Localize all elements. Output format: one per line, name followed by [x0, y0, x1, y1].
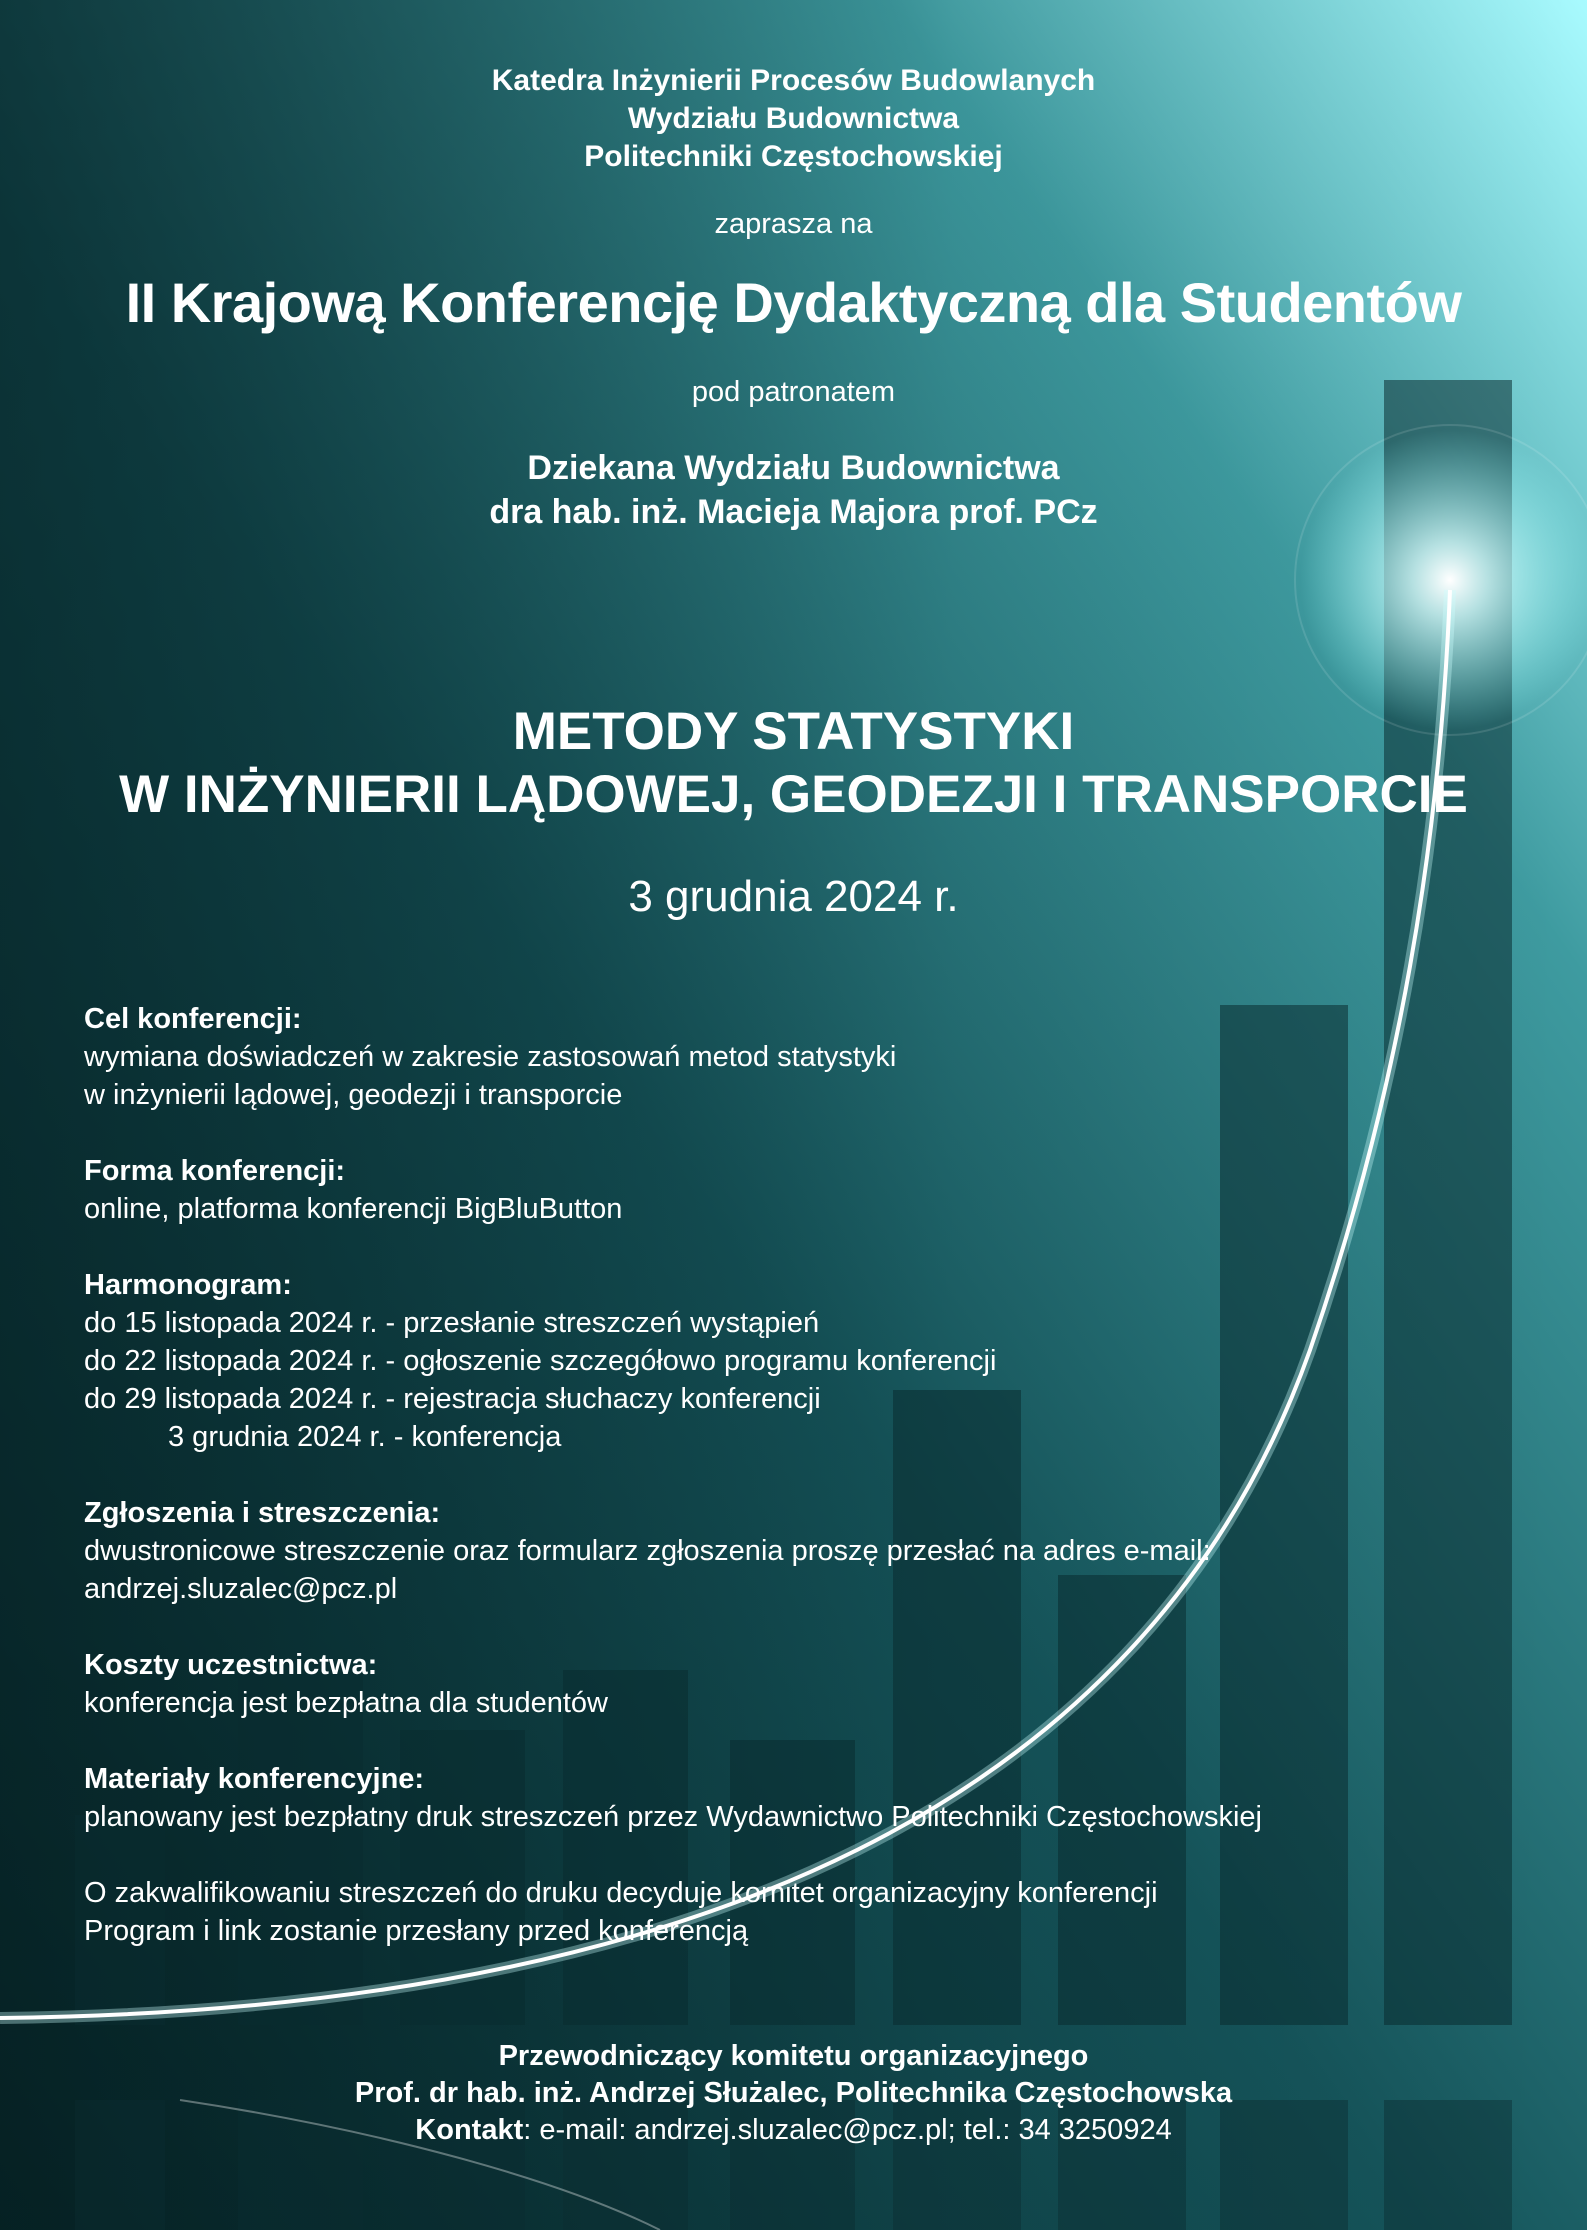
- organizer-line-2: Wydziału Budownictwa: [627, 102, 960, 135]
- notes-line-2: Program i link zostanie przesłany przed konferencją: [84, 1915, 749, 1947]
- contact-label: Kontakt: [415, 2114, 524, 2146]
- footer-line-1: Przewodniczący komitetu organizacyjnego: [498, 2040, 1089, 2072]
- section-submissions: [84, 1494, 1464, 1608]
- notes-line-1: O zakwalifikowaniu streszczeń do druku decyduje komitet organizacyjny konferencji: [84, 1877, 1158, 1909]
- conference-date: 3 grudnia 2024 r.: [628, 872, 959, 921]
- section-materials-line-1: planowany jest bezpłatny druk streszczeń przez Wydawnictwo Politechniki Częstochowskiej: [84, 1801, 1262, 1833]
- section-goal-line-1: wymiana doświadczeń w zakresie zastosowań metod statystyki: [84, 1041, 897, 1073]
- section-form-heading: Forma konferencji:: [84, 1155, 346, 1187]
- topic-title: [0, 700, 1587, 826]
- patronage-text: pod patronatem: [691, 376, 896, 408]
- topic-line-1: METODY STATYSTYKI: [512, 702, 1075, 761]
- section-schedule-heading: Harmonogram:: [84, 1269, 292, 1301]
- organizer-line-3: Politechniki Częstochowskiej: [584, 140, 1003, 173]
- dean-line-1: Dziekana Wydziału Budownictwa: [527, 449, 1060, 487]
- section-costs: [84, 1646, 1464, 1722]
- schedule-line-2: do 22 listopada 2024 r. - ogłoszenie szczegółowo programu konferencji: [84, 1345, 997, 1377]
- footer: [0, 2038, 1587, 2149]
- section-schedule: [84, 1266, 1464, 1456]
- section-form: [84, 1152, 1464, 1228]
- section-costs-heading: Koszty uczestnictwa:: [84, 1649, 378, 1681]
- section-goal: [84, 1000, 1464, 1114]
- invite-text: zaprasza na: [714, 208, 873, 240]
- schedule-line-1: do 15 listopada 2024 r. - przesłanie streszczeń wystąpień: [84, 1307, 820, 1339]
- submission-email[interactable]: andrzej.sluzalec@pcz.pl: [84, 1573, 398, 1605]
- schedule-line-3: do 29 listopada 2024 r. - rejestracja słuchaczy konferencji: [84, 1383, 821, 1415]
- contact-details[interactable]: : e-mail: andrzej.sluzalec@pcz.pl; tel.: 34 3250924: [523, 2114, 1172, 2146]
- section-goal-line-2: w inżynierii lądowej, geodezji i transporcie: [84, 1079, 623, 1111]
- schedule-line-4: 3 grudnia 2024 r. - konferencja: [168, 1421, 562, 1453]
- conference-title: II Krajową Konferencję Dydaktyczną dla Studentów: [125, 271, 1462, 334]
- section-submissions-line-1: dwustronicowe streszczenie oraz formularz zgłoszenia proszę przesłać na adres e-mail:: [84, 1535, 1211, 1567]
- dean-block: [0, 446, 1587, 534]
- section-costs-line-1: konferencja jest bezpłatna dla studentów: [84, 1687, 608, 1719]
- footer-line-2: Prof. dr hab. inż. Andrzej Służalec, Politechnika Częstochowska: [354, 2077, 1233, 2109]
- footer-contact: [0, 2112, 1587, 2149]
- dean-line-2: dra hab. inż. Macieja Majora prof. PCz: [489, 493, 1098, 531]
- section-form-line-1: online, platforma konferencji BigBluButton: [84, 1193, 623, 1225]
- organizer-line-1: Katedra Inżynierii Procesów Budowlanych: [491, 64, 1096, 97]
- section-notes: [84, 1874, 1464, 1950]
- organizer-header: [0, 62, 1587, 176]
- info-sections: [84, 1000, 1464, 1988]
- section-submissions-heading: Zgłoszenia i streszczenia:: [84, 1497, 441, 1529]
- section-goal-heading: Cel konferencji:: [84, 1003, 302, 1035]
- section-materials-heading: Materiały konferencyjne:: [84, 1763, 425, 1795]
- topic-line-2: W INŻYNIERII LĄDOWEJ, GEODEZJI I TRANSPORCIE: [119, 765, 1468, 824]
- section-materials: [84, 1760, 1464, 1836]
